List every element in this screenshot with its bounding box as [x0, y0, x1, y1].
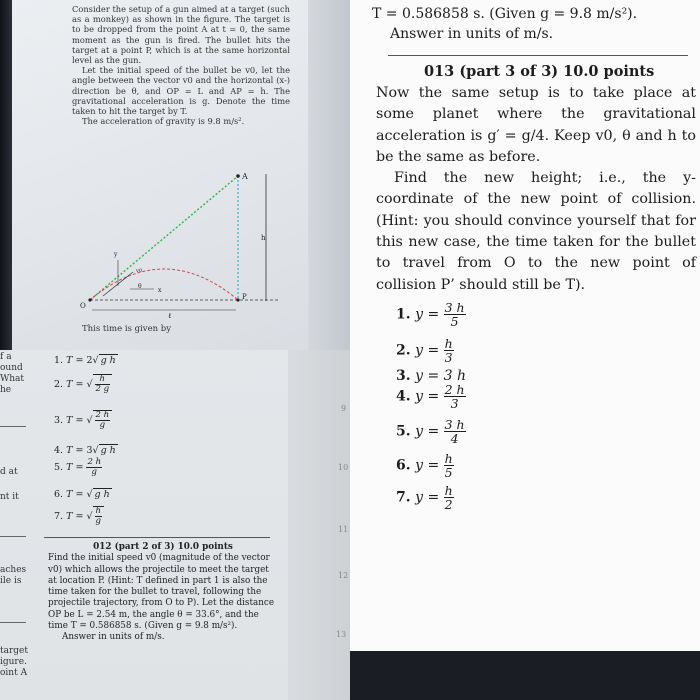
divider	[44, 537, 270, 538]
line-of-sight	[90, 176, 238, 300]
option-5: 5. T = $\frac{2 h}{g}$	[54, 457, 102, 477]
photo-edge	[0, 0, 12, 350]
point-p-marker	[236, 298, 239, 301]
answer-option-6[interactable]: 6. y = $\frac{h}{5}$	[396, 451, 453, 480]
option-1: 1. T = 2√ g h	[54, 355, 116, 366]
point-a-marker	[236, 174, 240, 178]
q13-paragraph-2: Find the new height; i.e., the y-coordinate of the new point of collision. (Hint: you should convince yourself that for this new case, the time taken for the bullet to travel from O to the new point of collision P’ should still be T).	[376, 170, 696, 293]
page-number: 12	[338, 571, 349, 580]
label-h: h	[261, 234, 266, 242]
q12-heading: 012 (part 2 of 3) 10.0 points	[93, 542, 233, 552]
cut-text: he	[0, 385, 12, 395]
page-number: 10	[338, 463, 349, 472]
label-y: y	[114, 251, 118, 258]
option-3: 3. T = √ $\frac{2 h}{g}$	[54, 410, 112, 430]
answer-option-3[interactable]: 3. y = 3 h	[396, 368, 466, 384]
label-x: x	[158, 287, 162, 294]
intro-paragraph-1: Consider the setup of a gun aimed at a target (such as a monkey) as shown in the figure. The target is to be dropped from the point A at t = 0, the same moment as the gun is fired. The bullet hits the target at a point P, which is at the same horizontal level as the gun.	[72, 4, 290, 66]
origin-marker	[88, 298, 91, 301]
cut-text: nt it	[0, 492, 19, 502]
cut-text: d at	[0, 467, 18, 477]
label-v0: v0	[136, 268, 143, 274]
prev-question-line-2: Answer in units of m/s.	[390, 26, 554, 42]
cut-text: f a	[0, 352, 12, 362]
cut-text: What	[0, 374, 25, 384]
page-number: 9	[341, 404, 347, 413]
bottom-left-photo	[0, 350, 350, 700]
trajectory-path	[90, 269, 238, 300]
page-number: 13	[336, 630, 347, 639]
answer-option-1[interactable]: 1. y = $\frac{3 h}{5}$	[396, 300, 465, 329]
cut-text: oint A	[0, 668, 28, 678]
label-p: P	[242, 293, 247, 301]
cut-text: ound	[0, 363, 23, 373]
figure-caption: This time is given by	[82, 324, 172, 334]
intro-paragraph-3: The acceleration of gravity is 9.8 m/s².	[82, 116, 245, 127]
q12-answer-units: Answer in units of m/s.	[62, 632, 165, 643]
cut-text: aches	[0, 565, 27, 575]
cut-text: ile is	[0, 576, 22, 586]
option-6: 6. T = √ g h	[54, 489, 110, 500]
question-012	[48, 542, 278, 644]
option-2: 2. T = √ $\frac{h}{2 g}$	[54, 374, 112, 394]
photo-edge	[308, 0, 350, 350]
divider	[0, 426, 26, 427]
prev-question-tail	[372, 4, 637, 44]
page-number: 11	[338, 525, 349, 534]
divider	[0, 622, 26, 623]
answer-option-2[interactable]: 2. y = $\frac{h}{3}$	[396, 336, 453, 365]
q13-heading: 013 (part 3 of 3) 10.0 points	[424, 63, 655, 80]
q13-paragraph-1: Now the same setup is to take place at some planet where the gravitational acceleration is g′ = g/4. Keep v0, θ and h to be the same as before.	[376, 85, 696, 165]
answer-option-7[interactable]: 7. y = $\frac{h}{2}$	[396, 483, 453, 512]
divider	[388, 55, 688, 56]
intro-paragraph-2: Let the initial speed of the bullet be v0, let the angle between the vector v0 and the horizontal (x-) direction be θ, and OP = L and AP = h. The gravitational acceleration is g. Denote the time taken to hit the target by T.	[72, 65, 290, 117]
cut-text: target	[0, 646, 28, 656]
problem-intro	[72, 4, 290, 126]
question-013	[376, 83, 696, 296]
answer-option-5[interactable]: 5. y = $\frac{3 h}{4}$	[396, 417, 465, 446]
answer-option-4[interactable]: 4. y = $\frac{2 h}{3}$	[396, 382, 465, 411]
option-7: 7. T = √ $\frac{h}{g}$	[54, 506, 104, 526]
top-left-photo	[0, 0, 350, 350]
option-4: 4. T = 3√ g h	[54, 445, 116, 456]
divider	[0, 536, 26, 537]
label-theta: θ	[138, 283, 142, 290]
cut-text: igure.	[0, 657, 27, 667]
label-l: ℓ	[168, 312, 172, 320]
q12-body: Find the initial speed v0 (magnitude of the vector v0) which allows the projectile to meet the target at location P. (Hint: T defined in part 1 is also the time taken for the bullet to travel, following the projectile trajectory, from O to P). Let the distance OP be L = 2.54 m, the angle θ = 33.6°, and the time T = 0.586858 s. (Given g = 9.8 m/s²).	[48, 553, 275, 632]
projectile-figure	[78, 168, 293, 320]
label-a: A	[242, 172, 248, 181]
label-o: O	[80, 302, 86, 310]
prev-question-line-1: T = 0.586858 s. (Given g = 9.8 m/s²).	[372, 6, 638, 22]
